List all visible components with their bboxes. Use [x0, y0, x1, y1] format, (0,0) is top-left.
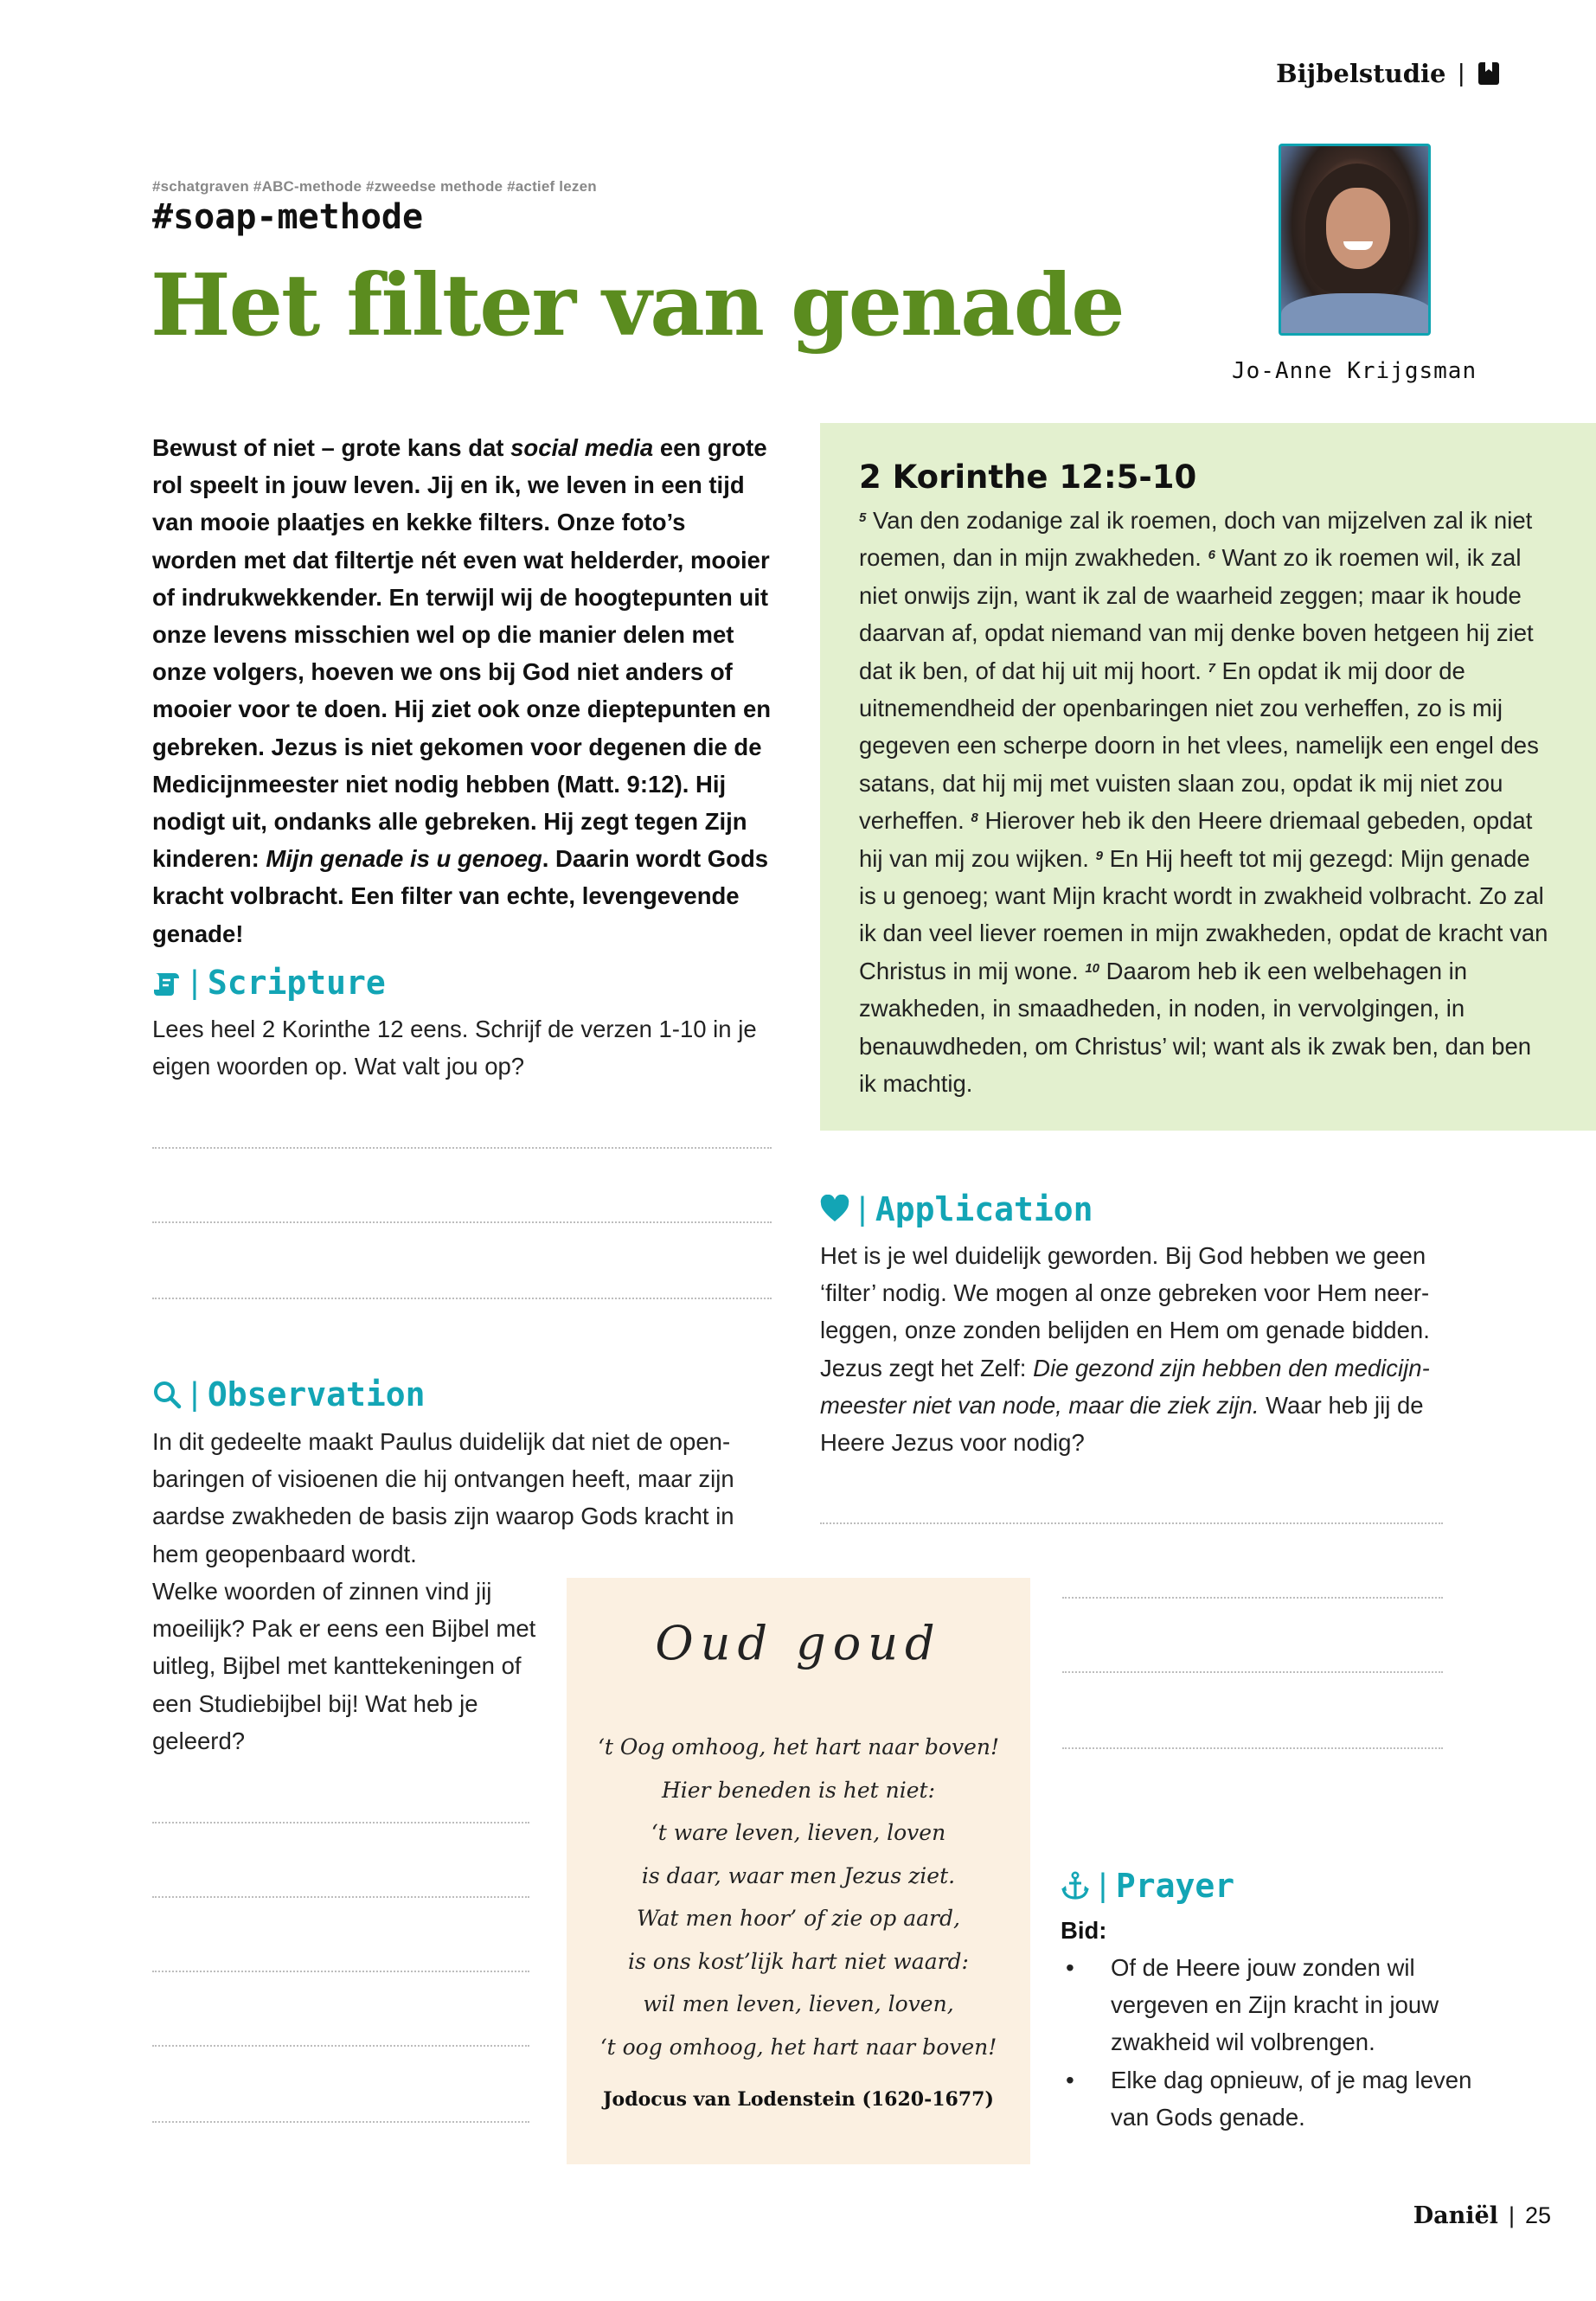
section-label	[1276, 59, 1501, 88]
intro-paragraph: Bewust of niet – grote kans dat social media een grote rol speelt in jouw leven. Jij en ik, we leven in een tijd van mooie plaatjes en kekke filters. Onze foto’s worden met dat filtertje nét even wat helderder, mooier of indrukwekkender. En terwijl wij de hoogtepunten uit onze levens misschien wel op die manier delen met onze volgers, hoeven we ons bij God niet anders of mooier voor te doen. Hij ziet ook onze dieptepunten en gebreken. Jezus is niet gekomen voor degenen die de Medicijnmeester niet nodig hebben (Matt. 9:12). Hij nodigt uit, ondanks alle gebreken. Hij zegt tegen Zijn kinderen: Mijn genade is u genoeg. Daarin wordt Gods kracht volbracht. Een filter van echte, levengevende genade!	[152, 434, 772, 947]
hashtag-list: #schatgraven #ABC-methode #zweedse methode #actief lezen	[152, 178, 597, 195]
poem-line: ‘t ware leven, lieven, loven	[651, 1820, 946, 1845]
observation-text: In dit gedeelte maakt Paulus duidelijk dat niet de openbaringen of visioenen die hij ontvangen heeft, maar zijn aardse zwakheden de basis zijn waarop Gods kracht in hem geopenbaard wordt.	[152, 1428, 734, 1567]
book-icon	[1477, 61, 1501, 87]
author-name: Jo-Anne Krijgsman	[1232, 358, 1477, 384]
answer-line[interactable]	[152, 1971, 529, 1972]
poem-line: ‘t oog omhoog, het hart naar boven!	[599, 2034, 997, 2060]
prayer-item: • Of de Heere jouw zonden wil vergeven en Zijn kracht in jouw zwakheid wil volbrengen.	[1061, 1949, 1484, 2061]
page-footer	[1413, 2202, 1551, 2229]
page-title: Het filter van genade	[151, 256, 1124, 356]
answer-line[interactable]	[820, 1522, 1443, 1524]
poem-line: is daar, waar men Jezus ziet.	[641, 1862, 956, 1888]
section-separator: |	[1458, 59, 1465, 87]
author-photo	[1279, 144, 1431, 336]
footer-separator: |	[1508, 2202, 1515, 2228]
prayer-item: • Elke dag opnieuw, of je mag leven van Gods genade.	[1061, 2061, 1484, 2136]
observation-heading: | Observation	[152, 1375, 426, 1413]
application-heading: | Application	[820, 1190, 1093, 1228]
method-tag: #soap-methode	[152, 197, 424, 237]
answer-line[interactable]	[152, 2121, 529, 2123]
answer-line[interactable]	[152, 1221, 772, 1223]
anchor-icon	[1061, 1871, 1090, 1900]
poem-line: Hier beneden is het niet:	[661, 1777, 936, 1803]
scripture-heading: | Scripture	[152, 964, 386, 1002]
poem-line: ‘t Oog omhoog, het hart naar boven!	[597, 1734, 1000, 1759]
answer-line[interactable]	[1062, 1597, 1443, 1599]
poem-author: Jodocus van Lodenstein (1620-1677)	[603, 2088, 994, 2111]
section-title: Bijbelstudie	[1276, 59, 1446, 88]
page-number: 25	[1524, 2202, 1551, 2228]
answer-line[interactable]	[152, 1896, 529, 1898]
prayer-list	[1061, 1949, 1484, 2136]
application-text: Het is je wel duidelijk geworden. Bij God hebben we geen ‘filter’ nodig. We mogen al onze gebreken voor Hem neerleggen, onze zonden belijden en Hem om genade bidden. Jezus zegt het Zelf: Die gezond zijn hebben den medicijnmeester niet van node, maar die ziek zijn. Waar heb jij de Heere Jezus voor nodig?	[820, 1242, 1430, 1457]
answer-line[interactable]	[152, 1147, 772, 1149]
poem-line: is ons kost’lijk hart niet waard:	[628, 1948, 969, 1974]
observation-question: Welke woorden of zinnen vind jij moeilijk? Pak er eens een Bijbel met uitleg, Bijbel met kanttekeningen of een Studiebijbel bij! Wat heb je geleerd?	[152, 1578, 536, 1754]
bible-reference: 2 Korinthe 12:5-10	[859, 458, 1197, 496]
magazine-name: Daniël	[1413, 2202, 1498, 2229]
poem-title: Oud goud	[655, 1616, 942, 1670]
scripture-text: Lees heel 2 Korinthe 12 eens. Schrijf de verzen 1-10 in je eigen woorden op. Wat valt jou op?	[152, 1016, 757, 1080]
answer-line[interactable]	[1062, 1747, 1443, 1749]
answer-line[interactable]	[1062, 1671, 1443, 1673]
prayer-intro: Bid:	[1061, 1917, 1107, 1944]
poem-line: wil men leven, lieven, loven,	[643, 1991, 954, 2016]
scroll-icon	[152, 968, 182, 997]
answer-line[interactable]	[152, 1822, 529, 1823]
poem-line: Wat men hoor’ of zie op aard,	[637, 1906, 960, 1931]
bible-passage: $^5$ Van den zodanige zal ik roemen, doch van mijzelven zal ik niet roemen, dan in mijn zwakheden. $^6$ Want zo ik roemen wil, ik zal niet onwijs zijn, want ik zal de waarheid zeggen; maar ik houde daarvan af, opdat niemand van mij denke boven hetgeen hij ziet dat ik ben, of dat hij uit mij hoort. $^7$ En opdat ik mij door de uitnemendheid der openbaringen niet zou verheffen, zo is mij gegeven een scherpe doorn in het vlees, namelijk een engel des satans, dat hij mij met vuisten slaan zou, opdat ik mij niet zou verheffen. $^8$ Hierover heb ik den Heere driemaal gebeden, opdat hij van mij zou wijken. $^9$ En Hij heeft tot mij gezegd: Mijn genade is u genoeg; want Mijn kracht wordt in zwakheid volbracht. Zo zal ik dan veel liever roemen in mijn zwakheden, opdat de kracht van Christus in mij wone. $^{10}$ Daarom heb ik een welbehagen in zwakheden, in smaadheden, in noden, in vervolgingen, in benauwdheden, om Christus’ wil; want als ik zwak ben, dan ben ik machtig.	[859, 507, 1548, 1098]
poem-text	[567, 1726, 1030, 2068]
answer-line[interactable]	[152, 1298, 772, 1299]
answer-line[interactable]	[152, 2045, 529, 2047]
prayer-heading: | Prayer	[1061, 1867, 1234, 1905]
heart-icon	[820, 1195, 849, 1224]
magnifier-icon	[152, 1380, 182, 1409]
